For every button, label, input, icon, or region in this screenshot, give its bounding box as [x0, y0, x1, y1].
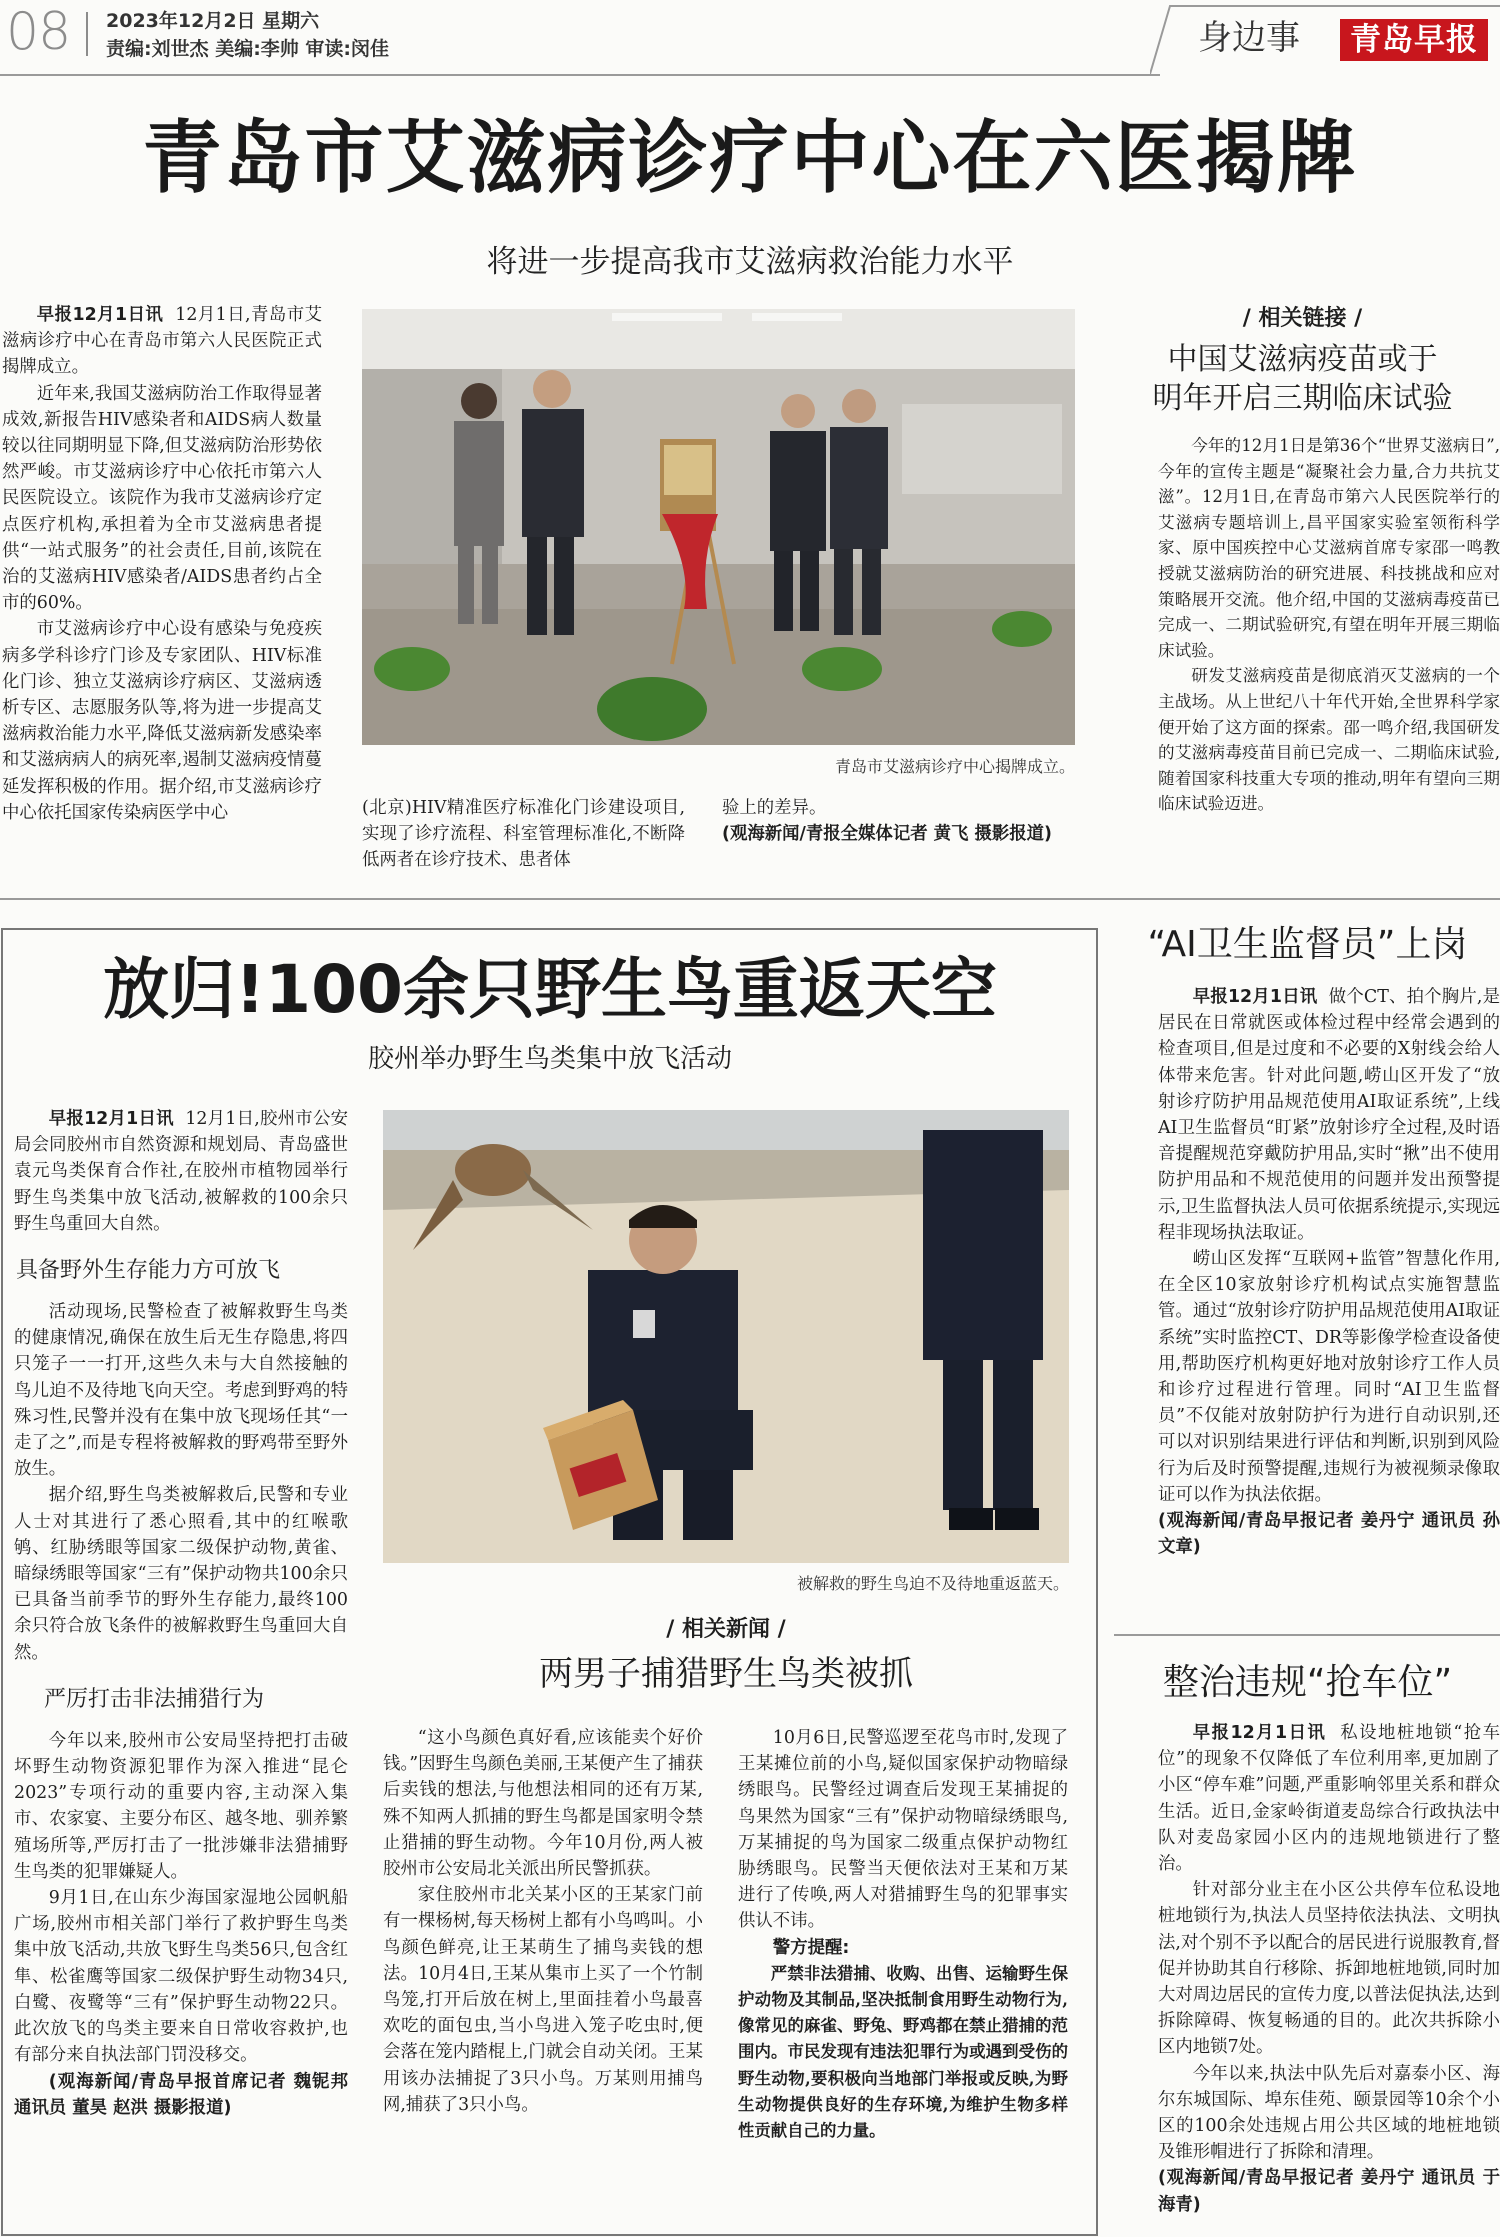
- article3-headline: “AI卫生监督员”上岗: [1147, 924, 1468, 965]
- article2-headline: 放归!100余只野生鸟重返天空: [103, 951, 997, 1028]
- article4-p2: 针对部分业主在小区公共停车位私设地桩地锁行为,执法人员坚持依法执法、文明执法,对个别不予以配合的居民进行说服教育,督促并协助其自行移除、拆卸地桩地锁,同时加大对周边居民的宣传力度,以普法促执法,达到拆除障碍、恢复畅通的目的。此次共拆除小区内地锁7处。: [1158, 1880, 1500, 2058]
- related2-warning: 严禁非法猎捕、收购、出售、运输野生保护动物及其制品,坚决抵制食用野生动物行为,像常见的麻雀、野兔、野鸡都在禁止猎捕的范围内。市民发现有违法犯罪行为或遇到受伤的野生动物,要积极向当地部门举报或反映,为野生动物提供良好的生存环境,为维护生物多样性贡献自己的力量。: [738, 1963, 1068, 2141]
- article3-p2: 崂山区发挥“互联网+监管”智慧化作用,在全区10家放射诊疗机构试点实施智慧监管。通过“放射诊疗防护用品规范使用AI取证系统”实时监控CT、DR等影像学检查设备使用,帮助医疗机构更好地对放射诊疗工作人员和诊疗过程进行管理。同时“AI卫生监督员”不仅能对放射防护行为进行自动识别,还可以对识别结果进行评估和判断,识别到风险行为后及时预警提醒,违规行为被视频录像取证可以作为执法依据。: [1158, 1249, 1500, 1505]
- article2-p3: 据介绍,野生鸟类被解救后,民警和专业人士对其进行了悉心照看,其中的红喉歌鸲、红胁绣眼等国家二级保护动物,黄雀、暗绿绣眼等国家“三有”保护动物共100余只已具备当前季节的野外生存能力,最终100余只符合放飞条件的被解救野生鸟重回大自然。: [14, 1485, 348, 1663]
- article1-p5: 验上的差异。: [722, 798, 827, 818]
- article1-col3: [722, 795, 1075, 879]
- related2-col1: [383, 1725, 703, 2225]
- related1-p2: 研发艾滋病疫苗是彻底消灭艾滋病的一个主战场。从上世纪八十年代开始,全世界科学家便开始了这方面的探索。邵一鸣介绍,我国研发的艾滋病毒疫苗目前已完成一、二期临床试验,随着国家科技重大专项的推动,明年有望向三期临床试验迈进。: [1158, 666, 1500, 814]
- related2-c1: “这小鸟颜色真好看,应该能卖个好价钱。”因野生鸟颜色美丽,王某便产生了捕获后卖钱的想法,与他想法相同的还有万某,殊不知两人抓捕的野生鸟都是国家明令禁止猎捕的野生动物。今年10月份,两人被胶州市公安局北关派出所民警抓获。: [383, 1728, 703, 1880]
- article2-p5: 9月1日,在山东少海国家湿地公园帆船广场,胶州市相关部门举行了救护野生鸟类集中放飞活动,共放飞野生鸟类56只,包含红隼、松雀鹰等国家二级保护野生动物34只,白鹭、夜鹭等“三有”保护野生动物22只。此次放飞的鸟类主要来自日常收容救护,也有部分来自执法部门罚没移交。: [14, 1888, 348, 2066]
- article3-credit: (观海新闻/青岛早报记者 姜丹宁 通讯员 孙文章): [1158, 1511, 1500, 1558]
- header-date: 2023年12月2日 星期六: [106, 10, 320, 32]
- article2-photo: [383, 1110, 1069, 1563]
- article1-p2: 近年来,我国艾滋病防治工作取得显著成效,新报告HIV感染者和AIDS病人数量较以往同期明显下降,但艾滋病防治形势依然严峻。市艾滋病诊疗中心依托市第六人民医院设立。该院作为我市艾滋病诊疗定点医疗机构,承担着为全市艾滋病患者提供“一站式服务”的社会责任,目前,该院在治的艾滋病HIV感染者/AIDS患者约占全市的60%。: [2, 383, 322, 614]
- article1-p3: 市艾滋病诊疗中心设有感染与免疫疾病多学科诊疗门诊及专家团队、HIV标准化门诊、独立艾滋病诊疗病区、艾滋病透析专区、志愿服务队等,将为进一步提高艾滋病救治能力水平,降低艾滋病新发感染率和艾滋病病人的病死率,遏制艾滋病疫情蔓延发挥积极的作用。据介绍,市艾滋病诊疗中心依托国家传染病医学中心: [2, 619, 322, 823]
- article2-subheadline: 胶州举办野生鸟类集中放飞活动: [367, 1044, 732, 1074]
- related2-title: 两男子捕猎野生鸟类被抓: [539, 1654, 913, 1694]
- related1-title-line2: 明年开启三期临床试验: [1152, 381, 1453, 416]
- article3-body: 早报12月1日讯 做个CT、拍个胸片,是居民在日常就医或体检过程中经常会遇到的检查项目,但是过度和不必要的X射线会给人体带来危害。针对此问题,崂山区开发了“放射诊疗防护用品规范使用AI取证系统”,上线AI卫生监督员“盯紧”放射诊疗全过程,及时语音提醒规范穿戴防护用品,实时“揪”出不使用防护用品和不规范使用的问题并发出预警提示,卫生监督执法人员可依据系统提示,实现远程非现场执法取证。 崂山区发挥“互联网+监管”智慧化作用,在全区10家放射诊疗机构试点实施智慧监管。通过“放射诊疗防护用品规范使用AI取证系统”实时监控CT、DR等影像学检查设备使用,帮助医疗机构更好地对放射诊疗工作人员和诊疗过程进行管理。同时“AI卫生监督员”不仅能对放射防护行为进行自动识别,还可以对识别结果进行评估和判断,识别到风险行为后及时预警提醒,违规行为被视频录像取证可以作为执法依据。 (观海新闻/青岛早报记者 姜丹宁 通讯员 孙文章): [1158, 984, 1500, 1616]
- related1-p1: 今年的12月1日是第36个“世界艾滋病日”,今年的宣传主题是“凝聚社会力量,合力共抗艾滋”。12月1日,在青岛市第六人民医院举行的艾滋病专题培训上,昌平国家实验室领衔科学家、原中国疾控中心艾滋病首席专家邵一鸣教授就艾滋病防治的研究进展、科技挑战和应对策略展开交流。他介绍,中国的艾滋病毒疫苗已完成一、二期试验研究,有望在明年开展三期临床试验。: [1158, 436, 1500, 660]
- header-editors: 责编:刘世杰 美编:李帅 审读:闵佳: [106, 38, 390, 60]
- article1-photo: [362, 309, 1075, 745]
- related2-tag: / 相关新闻 /: [666, 1617, 786, 1642]
- related2-warning-title: 警方提醒:: [772, 1937, 850, 1958]
- article1-col2: [362, 795, 685, 879]
- article3-lead: 早报12月1日讯: [1192, 987, 1318, 1007]
- article2-credit: (观海新闻/青岛早报首席记者 魏铌邦 通讯员 董昊 赵洪 摄影报道): [14, 2071, 348, 2118]
- article2-p4: 今年以来,胶州市公安局坚持把打击破坏野生动物资源犯罪作为深入推进“昆仑2023”专项行动的重要内容,主动深入集市、农家宴、主要分布区、越冬地、驯养繁殖场所等,严厉打击了一批涉嫌非法猎捕野生鸟类的犯罪嫌疑人。: [14, 1730, 348, 1882]
- page-number: 08: [6, 2, 71, 62]
- article2-subhead2: 严厉打击非法捕猎行为: [44, 1686, 265, 1712]
- article2-lead: 早报12月1日讯: [48, 1109, 174, 1129]
- article2-p2: 活动现场,民警检查了被解救野生鸟类的健康情况,确保在放生后无生存隐患,将四只笼子一一打开,这些久未与大自然接触的鸟儿迫不及待地飞向天空。考虑到野鸡的特殊习性,民警并没有在集中放飞现场任其“一走了之”,而是专程将被解救的野鸡带至野外放生。: [14, 1302, 348, 1480]
- article1-col1: 早报12月1日讯 12月1日,青岛市艾滋病诊疗中心在青岛市第六人民医院正式揭牌成立。 近年来,我国艾滋病防治工作取得显著成效,新报告HIV感染者和AIDS病人数量较以往同期明显下降,但艾滋病防治形势依然严峻。市艾滋病诊疗中心依托市第六人民医院设立。该院作为我市艾滋病诊疗定点医疗机构,承担着为全市艾滋病患者提供“一站式服务”的社会责任,目前,该院在治的艾滋病HIV感染者/AIDS患者约占全市的60%。 市艾滋病诊疗中心设有感染与免疫疾病多学科诊疗门诊及专家团队、HIV标准化门诊、独立艾滋病诊疗病区、艾滋病透析专区、志愿服务队等,将为进一步提高艾滋病救治能力水平,降低艾滋病新发感染率和艾滋病病人的病死率,遏制艾滋病疫情蔓延发挥积极的作用。据介绍,市艾滋病诊疗中心依托国家传染病医学中心: [2, 302, 322, 882]
- article4-credit: (观海新闻/青岛早报记者 姜丹宁 通讯员 于海青): [1158, 2168, 1500, 2215]
- header-divider: [86, 12, 88, 56]
- header-rule: [0, 74, 1160, 76]
- article4-p3: 今年以来,执法中队先后对嘉泰小区、海尔东城国际、埠东佳苑、颐景园等10余个小区的100余处违规占用公共区域的地桩地锁及锥形帽进行了拆除和清理。: [1158, 2063, 1500, 2163]
- related2-c2: 家住胶州市北关某小区的王某家门前有一棵杨树,每天杨树上都有小鸟鸣叫。小鸟颜色鲜亮,让王某萌生了捕鸟卖钱的想法。10月4日,王某从集市上买了一个竹制鸟笼,打开后放在树上,里面挂着小鸟最喜欢吃的面包虫,当小鸟进入笼子吃虫时,便会落在笼内踏棍上,门就会自动关闭。王某用该办法捕捉了3只小鸟。万某则用捕鸟网,捕获了3只小鸟。: [383, 1885, 703, 2115]
- article1-p4: (北京)HIV精准医疗标准化门诊建设项目,实现了诊疗流程、科室管理标准化,不断降低两者在诊疗技术、患者体: [362, 798, 685, 871]
- article1-photo-caption: 青岛市艾滋病诊疗中心揭牌成立。: [834, 757, 1075, 776]
- article1-credit: (观海新闻/青报全媒体记者 黄飞 摄影报道): [722, 824, 1052, 845]
- article2-subhead1: 具备野外生存能力方可放飞: [16, 1258, 281, 1284]
- section-rule-1: [0, 898, 1500, 900]
- article1-headline: 青岛市艾滋病诊疗中心在六医揭牌: [142, 112, 1358, 204]
- article4-body: 早报12月1日讯 私设地桩地锁“抢车位”的现象不仅降低了车位利用率,更加剧了小区“停车难”问题,严重影响邻里关系和群众生活。近日,金家岭街道麦岛综合行政执法中队对麦岛家园小区内的违规地锁进行了整治。 针对部分业主在小区公共停车位私设地桩地锁行为,执法人员坚持依法执法、文明执法,对个别不予以配合的居民进行说服教育,督促并协助其自行移除、拆卸地桩地锁,同时加大对周边居民的宣传力度,以普法促执法,达到拆除障碍、恢复畅通的目的。此次共拆除小区内地锁7处。 今年以来,执法中队先后对嘉泰小区、海尔东城国际、埠东佳苑、颐景园等10余个小区的100余处违规占用公共区域的地桩地锁及锥形帽进行了拆除和清理。 (观海新闻/青岛早报记者 姜丹宁 通讯员 于海青): [1158, 1720, 1500, 2235]
- section-rule-2: [1114, 1634, 1500, 1636]
- related1-body: [1158, 433, 1500, 878]
- article1-subheadline: 将进一步提高我市艾滋病救治能力水平: [486, 244, 1014, 280]
- related1-tag: / 相关链接 /: [1242, 306, 1363, 331]
- article4-headline: 整治违规“抢车位”: [1162, 1662, 1453, 1703]
- article1-lead: 早报12月1日讯: [36, 305, 164, 325]
- related2-c3: 10月6日,民警巡逻至花鸟市时,发现了王某摊位前的小鸟,疑似国家保护动物暗绿绣眼鸟。民警经过调查后发现王某捕捉的鸟果然为国家“三有”保护动物暗绿绣眼鸟,万某捕捉的鸟为国家二级重点保护动物红胁绣眼鸟。民警当天便依法对王某和万某进行了传唤,两人对猎捕野生鸟的犯罪事实供认不讳。: [738, 1728, 1068, 1932]
- newspaper-logo: 青岛早报: [1340, 19, 1488, 61]
- article2-col1: 早报12月1日讯 12月1日,胶州市公安局会同胶州市自然资源和规划局、青岛盛世袁元鸟类保育合作社,在胶州市植物园举行野生鸟类集中放飞活动,被解救的100余只野生鸟重回大自然。 具备野外生存能力方可放飞 活动现场,民警检查了被解救野生鸟类的健康情况,确保在放生后无生存隐患,将四只笼子一一打开,这些久未与大自然接触的鸟儿迫不及待地飞向天空。考虑到野鸡的特殊习性,民警并没有在集中放飞现场任其“一走了之”,而是专程将被解救的野鸡带至野外放生。 据介绍,野生鸟类被解救后,民警和专业人士对其进行了悉心照看,其中的红喉歌鸲、红胁绣眼等国家二级保护动物,黄雀、暗绿绣眼等国家“三有”保护动物共100余只已具备当前季节的野外生存能力,最终100余只符合放飞条件的被解救野生鸟重回大自然。 严厉打击非法捕猎行为 今年以来,胶州市公安局坚持把打击破坏野生动物资源犯罪作为深入推进“昆仑2023”专项行动的重要内容,主动深入集市、农家宴、主要分布区、越冬地、驯养繁殖场所等,严厉打击了一批涉嫌非法猎捕野生鸟类的犯罪嫌疑人。 9月1日,在山东少海国家湿地公园帆船广场,胶州市相关部门举行了救护野生鸟类集中放飞活动,共放飞野生鸟类56只,包含红隼、松雀鹰等国家二级保护野生动物34只,白鹭、夜鹭等“三有”保护野生动物22只。此次放飞的鸟类主要来自日常收容救护,也有部分来自执法部门罚没移交。 (观海新闻/青岛早报首席记者 魏铌邦 通讯员 董昊 赵洪 摄影报道): [14, 1106, 348, 2224]
- article2-photo-caption: 被解救的野生鸟迫不及待地重返蓝天。: [796, 1574, 1069, 1593]
- section-label: 身边事: [1198, 18, 1300, 58]
- related1-title-line1: 中国艾滋病疫苗或于: [1167, 342, 1438, 377]
- related2-col2: [738, 1725, 1068, 2225]
- article4-lead: 早报12月1日讯: [1192, 1723, 1327, 1743]
